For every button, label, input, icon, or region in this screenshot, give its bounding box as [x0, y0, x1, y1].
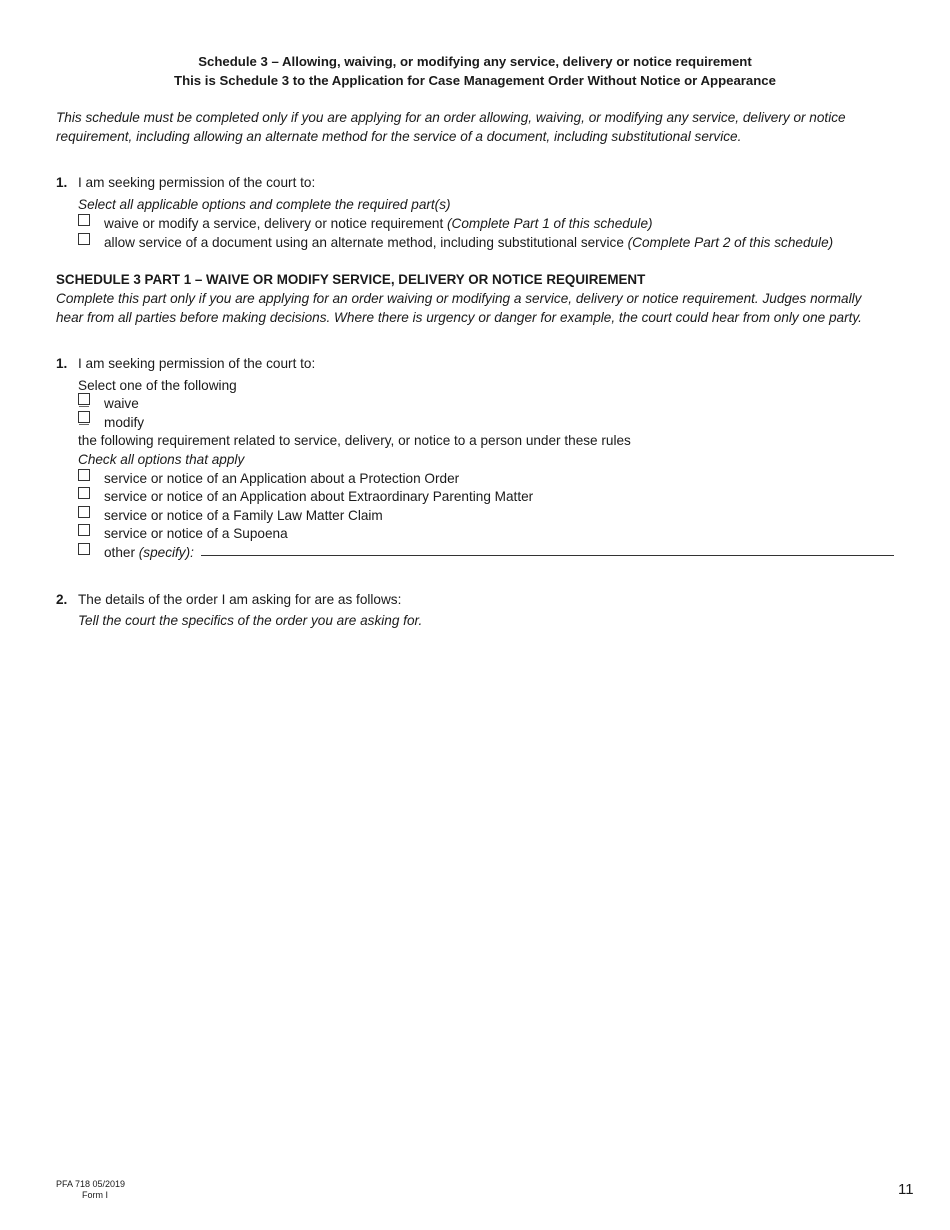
protection-order-label: service or notice of an Application about a Protection Order	[104, 471, 460, 486]
waive-checkbox[interactable]	[78, 393, 90, 405]
intro-line-1: This schedule must be completed only if you are applying for an order allowing, waiving, or modifying any service, delivery or notice	[56, 110, 846, 125]
waive-label: waive	[104, 396, 139, 411]
family-law-claim-checkbox[interactable]	[78, 506, 90, 518]
intro-line-2: requirement, including allowing an alternate method for the service of a document, including substitutional service.	[56, 129, 742, 144]
other-label: other	[104, 545, 135, 560]
q1-option-1	[104, 215, 653, 233]
q1-option-1-note: (Complete Part 1 of this schedule)	[447, 216, 653, 231]
part1-q1-text: I am seeking permission of the court to:	[78, 356, 316, 371]
part1-q2-text: The details of the order I am asking for are as follows:	[78, 592, 402, 607]
part1-q1-following-text: the following requirement related to service, delivery, or notice to a person under these rules	[78, 433, 631, 448]
part1-desc-line-2: hear from all parties before making decisions. Where there is urgency or danger for example, the court could hear from only one party.	[56, 310, 862, 325]
part1-q1-select-instruction: Select one of the following	[78, 378, 237, 393]
schedule-title: Schedule 3 – Allowing, waiving, or modifying any service, delivery or notice requirement	[198, 54, 752, 69]
modify-checkbox[interactable]	[78, 411, 90, 423]
other-option	[104, 544, 194, 562]
part1-q1-check-instruction: Check all options that apply	[78, 452, 245, 467]
q1-option-1-checkbox[interactable]	[78, 214, 90, 226]
page-number: 11	[898, 1181, 914, 1198]
modify-label: modify	[104, 415, 145, 430]
protection-order-checkbox[interactable]	[78, 469, 90, 481]
q1-option-2-checkbox[interactable]	[78, 233, 90, 245]
extraordinary-parenting-label: service or notice of an Application about Extraordinary Parenting Matter	[104, 489, 534, 504]
form-code: PFA 718 05/2019	[56, 1179, 126, 1189]
schedule-subtitle: This is Schedule 3 to the Application for Case Management Order Without Notice or Appearance	[174, 73, 776, 88]
q1-text: I am seeking permission of the court to:	[78, 175, 316, 190]
q1-instruction: Select all applicable options and complete the required part(s)	[78, 197, 451, 212]
q1-number: 1.	[56, 175, 68, 190]
q1-option-1-label: waive or modify a service, delivery or notice requirement	[104, 216, 444, 231]
q1-option-2-label: allow service of a document using an alternate method, including substitutional service	[104, 235, 624, 250]
family-law-claim-label: service or notice of a Family Law Matter Claim	[104, 508, 383, 523]
other-checkbox[interactable]	[78, 543, 90, 555]
part1-desc-line-1: Complete this part only if you are applying for an order waiving or modifying a service, delivery or notice requirement. Judges normally	[56, 291, 862, 306]
q1-option-2	[104, 234, 833, 252]
supoena-checkbox[interactable]	[78, 524, 90, 536]
extraordinary-parenting-checkbox[interactable]	[78, 487, 90, 499]
form-name: Form I	[82, 1190, 108, 1200]
part1-heading: SCHEDULE 3 PART 1 – WAIVE OR MODIFY SERVICE, DELIVERY OR NOTICE REQUIREMENT	[56, 272, 646, 287]
part1-q1-number: 1.	[56, 356, 68, 371]
other-specify-field[interactable]	[201, 555, 894, 556]
part1-q2-number: 2.	[56, 592, 68, 607]
other-specify-label: (specify):	[138, 545, 194, 560]
supoena-label: service or notice of a Supoena	[104, 526, 288, 541]
q1-option-2-note: (Complete Part 2 of this schedule)	[627, 235, 834, 250]
part1-q2-instruction: Tell the court the specifics of the order you are asking for.	[78, 613, 423, 628]
